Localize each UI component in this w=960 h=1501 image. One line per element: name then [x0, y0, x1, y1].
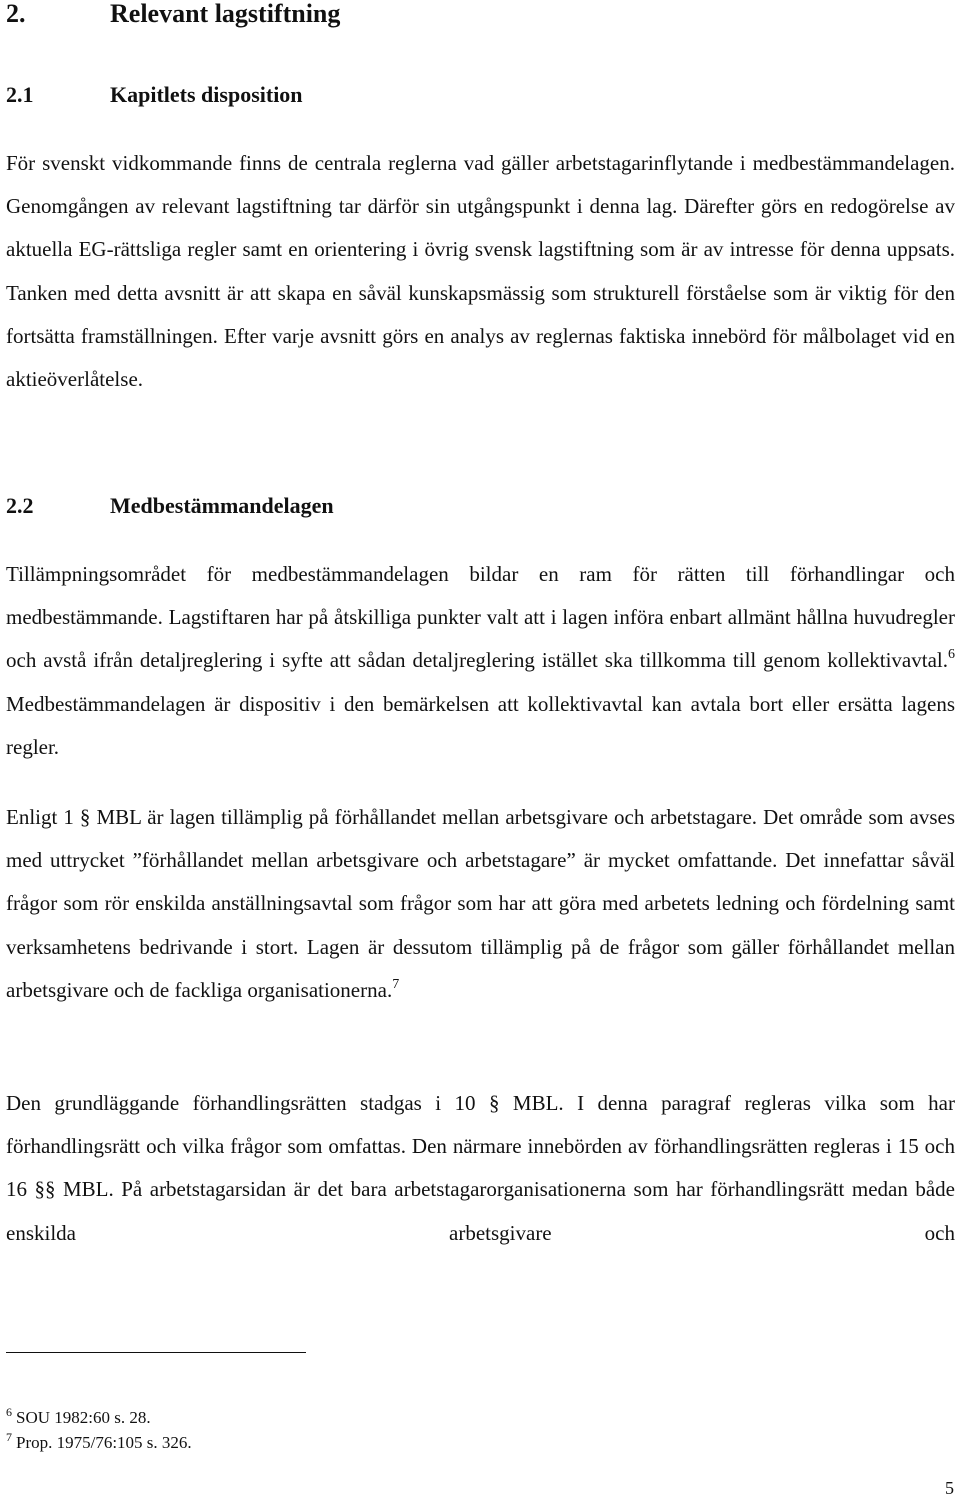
footnote-reference-7[interactable]: 7: [392, 976, 400, 992]
section-heading-2-2: [6, 490, 334, 522]
footnote-text: Prop. 1975/76:105 s. 326.: [16, 1433, 192, 1452]
paragraph-negotiation-right: Den grundläggande förhandlingsrätten stadgas i 10 § MBL. I denna paragraf regleras vilka som har förhandlingsrätt och vilka frågor som omfattas. Den närmare innebörden av förhandlingsrätten regleras i 15 och 16 §§ MBL. På arbetstagarsidan är det bara arbetstagarorganisationerna som har förhandlingsrätt medan både enskilda arbetsgivare och: [6, 1091, 955, 1245]
footnote-number: 6: [6, 1405, 12, 1419]
footnote-7: [6, 1432, 192, 1454]
paragraph-text: Medbestämmandelagen är dispositiv i den bemärkelsen att kollektivavtal kan avtala bort eller ersätta lagens regler.: [6, 691, 955, 759]
paragraph-scope: [6, 553, 955, 769]
footnote-text: SOU 1982:60 s. 28.: [16, 1408, 151, 1427]
section-title: Medbestämmandelagen: [110, 493, 334, 518]
section-title: Kapitlets disposition: [110, 82, 303, 107]
section-number: 2.1: [6, 82, 34, 107]
section-heading-2-1: [6, 79, 303, 111]
paragraph-text: Tillämpningsområdet för medbestämmandelagen bildar en ram för rätten till förhandlingar och medbestämmande. Lagstiftaren har på åtskilliga punkter valt att i lagen införa enbart allmänt hållna huvudregler och avstå ifrån detaljreglering i syfte att sådan detaljreglering istället ska tillkomma till genom kollektivavtal.: [6, 562, 955, 673]
footnote-separator: [6, 1352, 306, 1353]
footnote-6: [6, 1407, 151, 1429]
paragraph-disposition: För svenskt vidkommande finns de centrala reglerna vad gäller arbetstagarinflytande i medbestämmandelagen. Genomgången av relevant lagstiftning tar därför sin utgångspunkt i denna lag. Därefter görs en redogörelse av aktuella EG-rättsliga regler samt en orientering i övrig svensk lagstiftning som är av intresse för denna uppsats. Tanken med detta avsnitt är att skapa en såväl kunskapsmässig som strukturell förståelse som är viktig för den fortsätta framställningen. Efter varje avsnitt görs en analys av reglernas faktiska innebörd för målbolaget vid en aktieöverlåtelse.: [6, 151, 955, 392]
footnote-reference-6[interactable]: 6: [948, 647, 955, 663]
page-number: 5: [945, 1478, 954, 1498]
chapter-heading: [6, 0, 340, 34]
chapter-title: Relevant lagstiftning: [110, 0, 341, 28]
paragraph-text: Enligt 1 § MBL är lagen tillämplig på förhållandet mellan arbetsgivare och arbetstagare. Det område som avses med uttrycket ”förhållandet mellan arbetsgivare och arbetstagare” är mycket omfattande. Det innefattar såväl frågor som rör enskilda anställningsavtal som frågor som har att göra med arbetets ledning och fördelning samt verksamhetens bedrivande i stort. Lagen är dessutom tillämplig på de frågor som gäller förhållandet mellan arbetsgivare och de fackliga organisationerna.: [6, 805, 955, 1002]
paragraph-applicability: [6, 796, 955, 1012]
chapter-number: 2.: [6, 0, 26, 28]
footnote-number: 7: [6, 1430, 12, 1444]
section-number: 2.2: [6, 493, 34, 518]
